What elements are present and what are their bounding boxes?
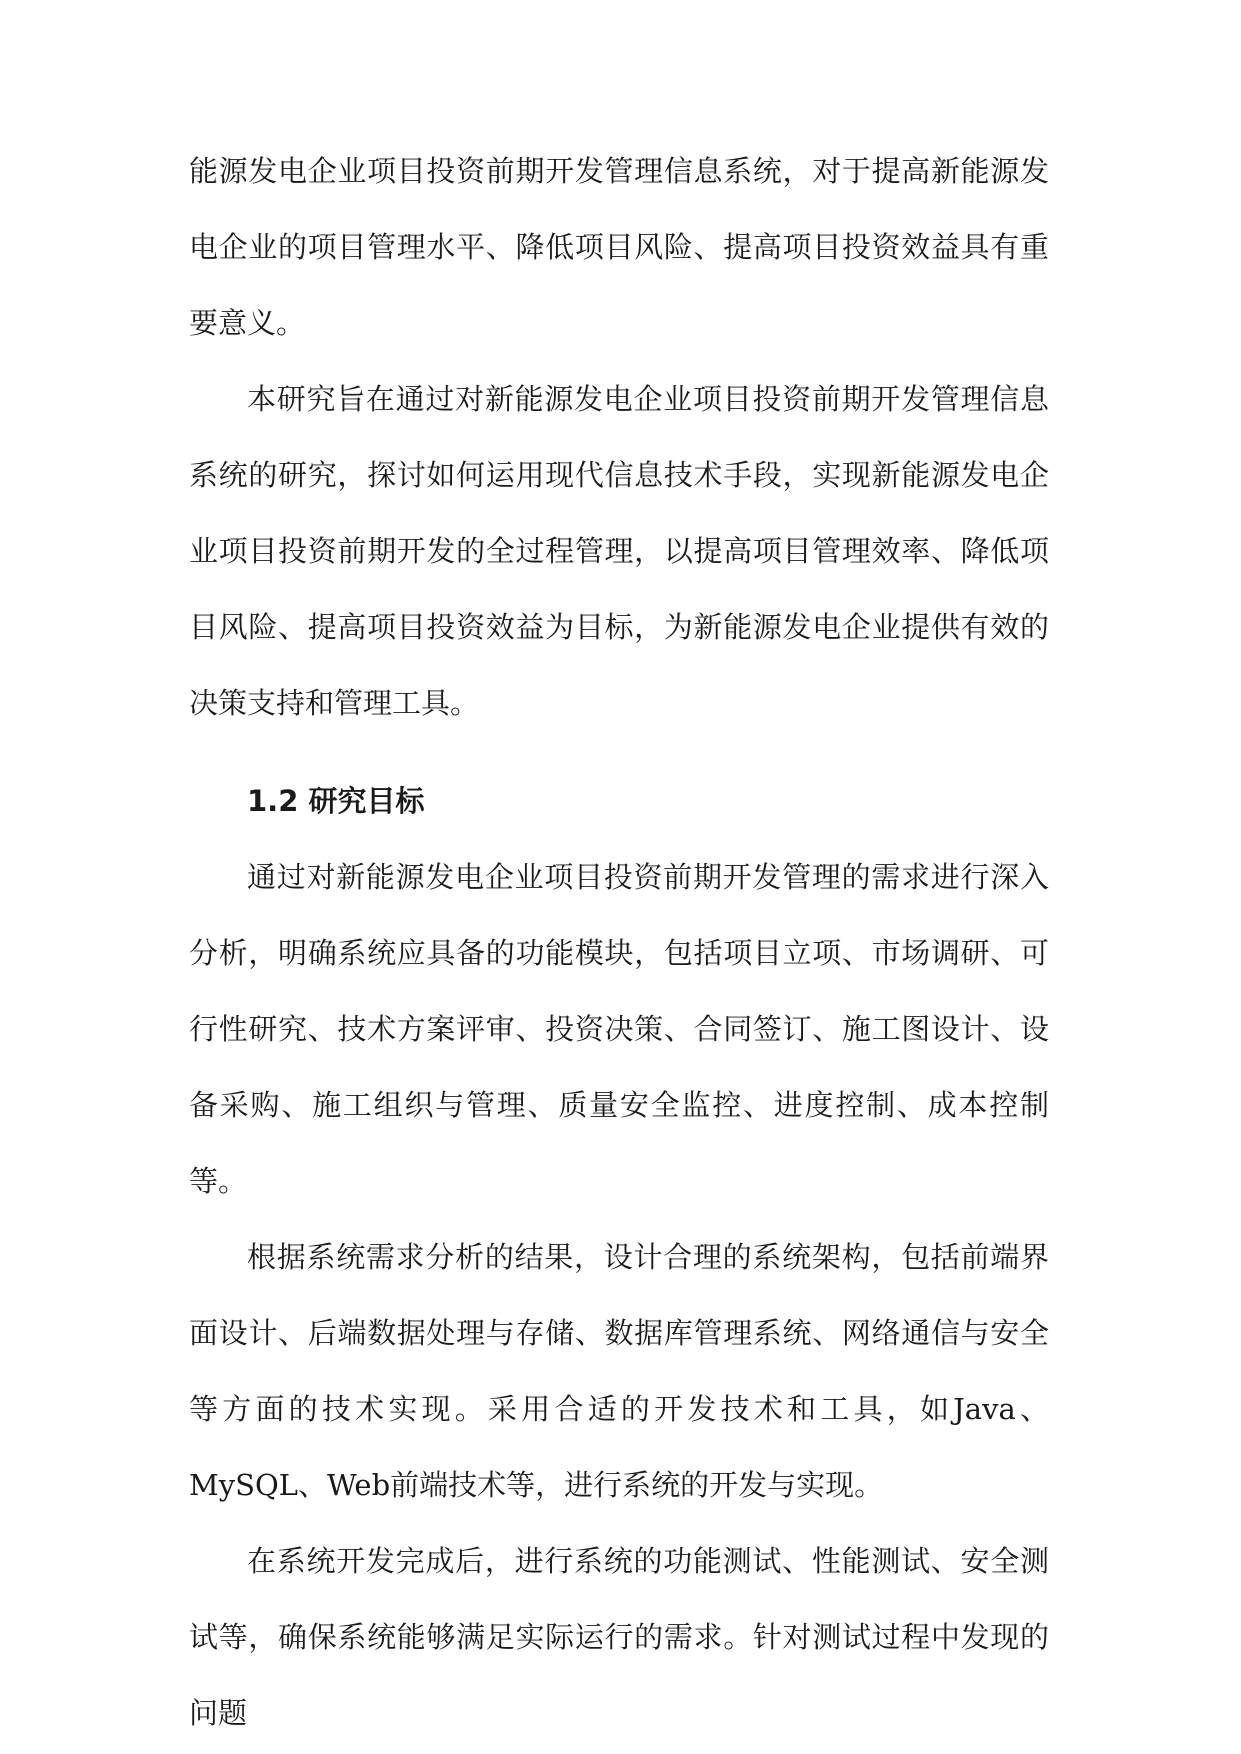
paragraph-testing: 在系统开发完成后，进行系统的功能测试、性能测试、安全测试等，确保系统能够满足实际运行的需求。针对测试过程中发现的问题 bbox=[189, 1544, 1049, 1730]
paragraph-continued: 能源发电企业项目投资前期开发管理信息系统，对于提高新能源发电企业的项目管理水平、降低项目风险、提高项目投资效益具有重要意义。 bbox=[189, 154, 1049, 340]
document-body bbox=[189, 133, 1049, 1751]
paragraph-requirements: 通过对新能源发电企业项目投资前期开发管理的需求进行深入分析，明确系统应具备的功能模块，包括项目立项、市场调研、可行性研究、技术方案评审、投资决策、合同签订、施工图设计、设备采购、施工组织与管理、质量安全监控、进度控制、成本控制等。 bbox=[189, 860, 1049, 1198]
section-heading: 1.2 研究目标 bbox=[247, 784, 425, 818]
paragraph-architecture: 根据系统需求分析的结果，设计合理的系统架构，包括前端界面设计、后端数据处理与存储、数据库管理系统、网络通信与安全等方面的技术实现。采用合适的开发技术和工具，如Java、MySQL、Web前端技术等，进行系统的开发与实现。 bbox=[189, 1240, 1049, 1502]
paragraph-research-aim: 本研究旨在通过对新能源发电企业项目投资前期开发管理信息系统的研究，探讨如何运用现代信息技术手段，实现新能源发电企业项目投资前期开发的全过程管理，以提高项目管理效率、降低项目风险、提高项目投资效益为目标，为新能源发电企业提供有效的决策支持和管理工具。 bbox=[189, 382, 1049, 720]
